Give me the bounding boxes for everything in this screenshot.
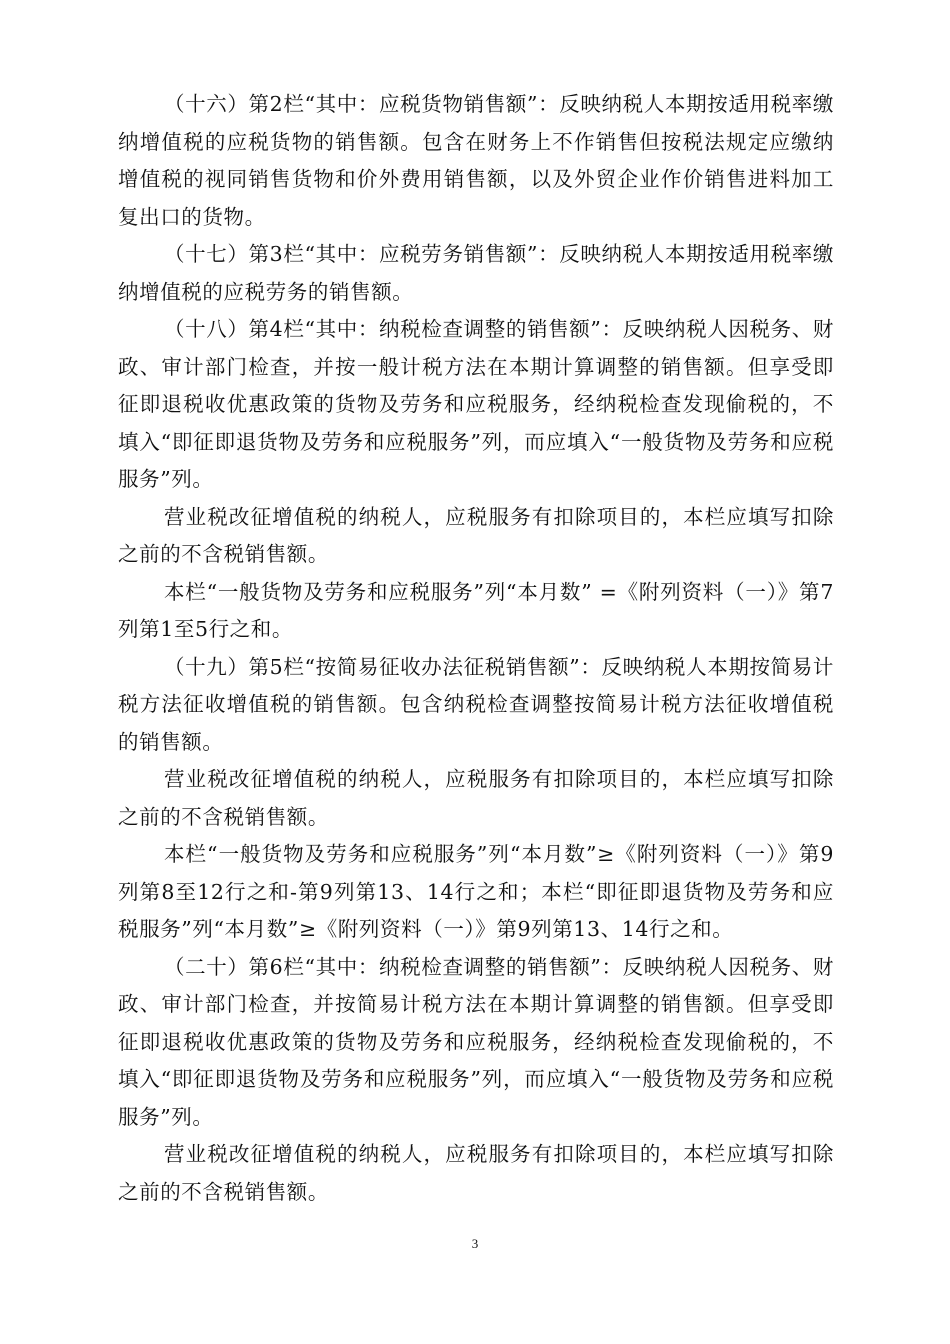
paragraph-20: （二十）第6栏“其中：纳税检查调整的销售额”：反映纳税人因税务、财政、审计部门检查，并按简易计税方法在本期计算调整的销售额。但享受即征即退税收优惠政策的货物及劳务和应税服务，经纳税检查发现偷税的，不填入“即征即退货物及劳务和应税服务”列，而应填入“一般货物及劳务和应税服务”列。 bbox=[118, 954, 834, 1129]
paragraph-20-note-deduction: 营业税改征增值税的纳税人，应税服务有扣除项目的，本栏应填写扣除之前的不含税销售额。 bbox=[118, 1142, 834, 1204]
paragraph-19: （十九）第5栏“按简易征收办法征税销售额”：反映纳税人本期按简易计税方法征收增值税的销售额。包含纳税检查调整按简易计税方法征收增值税的销售额。 bbox=[118, 654, 834, 754]
paragraph-18-note-deduction: 营业税改征增值税的纳税人，应税服务有扣除项目的，本栏应填写扣除之前的不含税销售额。 bbox=[118, 504, 834, 566]
paragraph-16: （十六）第2栏“其中：应税货物销售额”：反映纳税人本期按适用税率缴纳增值税的应税货物的销售额。包含在财务上不作销售但按税法规定应缴纳增值税的视同销售货物和价外费用销售额，以及外贸企业作价销售进料加工复出口的货物。 bbox=[118, 92, 834, 229]
paragraph-18-note-formula: 本栏“一般货物及劳务和应税服务”列“本月数” =《附列资料（一）》第7列第1至5行之和。 bbox=[118, 579, 834, 641]
paragraph-17: （十七）第3栏“其中：应税劳务销售额”：反映纳税人本期按适用税率缴纳增值税的应税劳务的销售额。 bbox=[118, 242, 834, 304]
paragraph-19-note-deduction: 营业税改征增值税的纳税人，应税服务有扣除项目的，本栏应填写扣除之前的不含税销售额。 bbox=[118, 767, 834, 829]
paragraph-19-note-formula: 本栏“一般货物及劳务和应税服务”列“本月数”≥《附列资料（一）》第9列第8至12行之和-第9列第13、14行之和；本栏“即征即退货物及劳务和应税服务”列“本月数”≥《附列资料（一）》第9列第13、14行之和。 bbox=[118, 842, 834, 941]
document-body bbox=[118, 86, 834, 1211]
page-number: 3 bbox=[471, 1236, 479, 1251]
paragraph-18: （十八）第4栏“其中：纳税检查调整的销售额”：反映纳税人因税务、财政、审计部门检查，并按一般计税方法在本期计算调整的销售额。但享受即征即退税收优惠政策的货物及劳务和应税服务，经纳税检查发现偷税的，不填入“即征即退货物及劳务和应税服务”列，而应填入“一般货物及劳务和应税服务”列。 bbox=[118, 317, 834, 491]
